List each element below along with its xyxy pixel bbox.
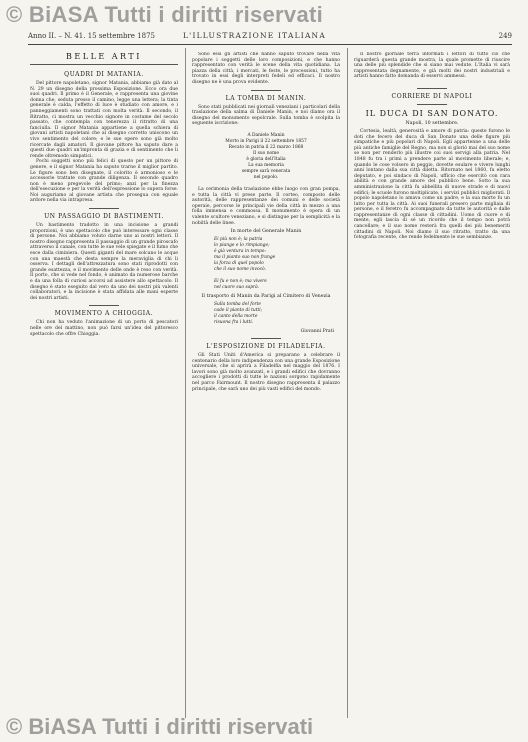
divider <box>417 88 447 89</box>
article-dateline: Napoli, 10 settembre. <box>405 120 459 126</box>
header-issue: Anno II. – N. 41. 15 settembre 1875 <box>28 32 155 40</box>
tomb-inscription: A Daniele Manin Morto in Parigi il 22 settembre 1857 Recato in patria il 22 marzo 1868 Il suo nome è gloria dell'Italia La sua memoria sempre sarà venerata nel popolo. <box>225 132 307 180</box>
article-body-chioggia: Chi non ha veduto l'animazione di un porto di pescatori nelle ore del mattino, non può farsi un'idea del pittoresco spettacolo che offre Chioggia. <box>30 320 178 337</box>
article-title-chioggia: MOVIMENTO A CHIOGGIA. <box>54 310 154 318</box>
page-header <box>28 30 512 45</box>
column-3 <box>354 52 510 717</box>
article-body-col3-intro: Il nostro giornale terrà informati i lettori di tutto ciò che riguarderà questa grande mostra, la quale promette di riuscire una delle più splendide che si siano mai vedute. L'Italia vi sarà rappresentata degnamente, e già molti dei nostri industriali e artisti hanno fatto domanda di esservi ammessi. <box>354 52 510 80</box>
watermark-top: © BiASA Tutti i diritti riservati <box>6 2 324 27</box>
section-title-corriere-napoli: CORRIERE DI NAPOLI <box>391 92 473 100</box>
article-body-traslazione: La cerimonia della traslazione ebbe luogo con gran pompa, e tutta la città vi prese parte. Il corteo, composto delle autorità, delle rappresentanze dei comuni e delle società operaie, percorse le principali vie della città in mezzo a una folla immensa e commossa. Il monumento è opera di un valente scultore veneziano, e si distingue per la semplicità e la nobiltà delle linee. <box>192 186 340 226</box>
divider <box>417 104 447 105</box>
poem-verses: Ei più non è; la patria lo piange e lo rimpiange; è già ventura in tempo: ma il pianto suo non frange la forza di quel popolo che il suo nome invocò. Ei fu e non è; ma vivere nel cuore suo saprà. <box>214 237 276 291</box>
article-title-filadelfia: L'ESPOSIZIONE DI FILADELFIA. <box>206 343 326 351</box>
article-title-bastimenti: UN PASSAGGIO DI BASTIMENTI. <box>44 213 164 221</box>
article-body-duca: Cortesia, lealtà, generosità e amore di patria: queste furono le doti che fecero del duca di San Donato una delle figure più simpatiche e più popolari di Napoli. Egli appartenne a una delle più antiche famiglie del Regno, ma non si gloriò mai del suo nome se non per renderlo più illustre coi suoi servigi alla patria. Nel 1848 fu tra i primi a prendere parte al movimento liberale; e, quando le cose volsero in peggio, dovette esulare e vivere lunghi anni lontano dalla sua città diletta. Ritornato nel 1860, fu eletto deputato, e poi sindaco di Napoli, ufficio che esercitò con rara abilità e con grande amore del pubblico bene. Sotto la sua amministrazione la città fu abbellita di nuove strade e di nuovi edifici; le scuole furono moltiplicate, i servizi pubblici migliorati. Il popolo napoletano lo amava come un padre, e la sua morte fu un lutto per tutta la città. Ai suoi funerali presero parte migliaia di persone, e il feretro fu accompagnato da tutte le autorità e dalle rappresentanze di ogni classe di cittadini. Uomo di cuore e di mente, egli lascia di sé un ricordo che il tempo non potrà cancellare; e il suo nome resterà fra quelli dei più benemeriti cittadini di Napoli. Noi diamo il suo ritratto, tratto da una fotografia recente, che rende fedelmente le sue sembianze. <box>354 128 510 241</box>
article-body-col2-intro: Sono essi gli artisti che hanno saputo trovare nella vita popolare i soggetti delle loro composizioni, e che hanno rappresentato con verità le scene della vita quotidiana. La piazza della città, i mercati, le feste, le processioni, tutto ha trovato in essi degli interpreti fedeli ed efficaci. Il nostro disegno ne è una prova evidente. <box>192 52 340 85</box>
article-body-bastimenti: Un bastimento tradotto in una incisione a grandi proporzioni, è uno spettacolo che può interessare ogni classe di persone. Noi abbiamo voluto darne uno ai nostri lettori. Il nostro disegno rappresenta il passaggio di un grande piroscafo attraverso il canale, con tutte le sue vele spiegate e il fumo che esce dalla ciminiera. Questi giganti del mare solcano le acque con una maestà che desta sempre la meraviglia di chi li osserva. I dettagli dell'attrezzatura sono stati riprodotti con grande esattezza, e il movimento delle onde è reso con verità. Il porto, che si vede nel fondo, è animato da numerose barche e da una folla di curiosi accorsi ad assistere allo spettacolo. Il disegno è stato eseguito dal vero da uno dei nostri più valenti collaboratori, e la incisione è stata affidata alle mani esperte dei nostri artisti. <box>30 223 178 301</box>
header-masthead: L'ILLUSTRAZIONE ITALIANA <box>183 31 326 40</box>
article-body-tomba-manin: Sono stati pubblicati nei giornali veneziani i particolari della traslazione della salma di Daniele Manin, e noi diamo ora il disegno del monumento sepolcrale. Sulla tomba è scolpita la seguente iscrizione: <box>192 104 340 127</box>
column-2 <box>192 52 340 717</box>
article-body-filadelfia: Gli Stati Uniti d'America si preparano a celebrare il centenario della loro indipendenza con una grande Esposizione universale, che si aprirà a Filadelfia nel maggio del 1876. I lavori sono già molto avanzati, e i grandi edifici che dovranno accogliere i prodotti di tutte le nazioni sorgono rapidamente nel parco Fairmount. Il nostro disegno rappresenta il palazzo principale, che sarà uno dei più vasti edifici del mondo. <box>192 353 340 392</box>
poem-title: In morte del Generale Manin <box>230 229 302 235</box>
column-rule-2 <box>347 48 348 718</box>
section-title-belle-arti: BELLE ARTI <box>30 52 178 65</box>
poem-2-title: Il trasporto di Manin da Parigi al Cimitero di Venezia <box>201 294 331 300</box>
article-title-duca: IL DUCA DI SAN DONATO. <box>365 108 499 118</box>
divider <box>89 305 119 306</box>
article-body-matania-1: Del pittore napoletano, signor Matania, abbiamo già dato al N. 29 un disegno della prossima Esposizione. Ecco ora due suoi quadri. Il primo è il Generale, e rappresenta una giovine donna che, seduta presso il camino, legge una lettera; la tinta generale è calda, l'effetto di luce è studiato con amore, e i panneggiamenti sono trattati con molta verità. Il secondo, il Ritratto, ci mostra un vecchio signore in costume del secolo passato, che contempla con tenerezza il ritratto di una fanciulla. Il signor Matania appartiene a quella schiera di giovani artisti napoletani che al disegno corretto uniscono un vivo sentimento del colore; e le sue opere sono già molto ricercate dagli amatori. Il giovane pittore ha saputo dare a questi due quadri un'impronta di grazia e di sentimento che li rende oltremodo simpatici. <box>30 81 178 159</box>
poem-signature: Giovanni Prati <box>300 329 334 335</box>
article-title-matania: QUADRI DI MATANIA. <box>64 71 144 78</box>
header-page-number: 249 <box>498 32 512 40</box>
column-1 <box>30 52 178 717</box>
poem-2-verses: Sulla tomba del forte cade il pianto di tutti; il canto della morte risuona fra i lutti. <box>214 302 263 326</box>
column-rule-1 <box>185 48 186 718</box>
divider <box>251 90 281 91</box>
watermark-bottom: © BiASA Tutti i diritti riservati <box>6 714 314 739</box>
article-title-tomba-manin: LA TOMBA DI MANIN. <box>225 94 307 102</box>
article-body-matania-2: Pochi soggetti sono più felici di questo per un pittore di genere, e il signor Matania ha saputo trarne il miglior partito. Le figure sono ben disegnate, il colorito è armonioso e le accessorie trattate con grande diligenza. Il secondo quadro non è meno pregevole del primo; anzi per la finezza dell'esecuzione e per la verità dell'espressione lo supera forse. Noi auguriamo al giovane artista che prosegua con eguale ardore nella via intrapresa. <box>30 159 178 204</box>
divider <box>89 208 119 209</box>
divider <box>251 338 281 339</box>
